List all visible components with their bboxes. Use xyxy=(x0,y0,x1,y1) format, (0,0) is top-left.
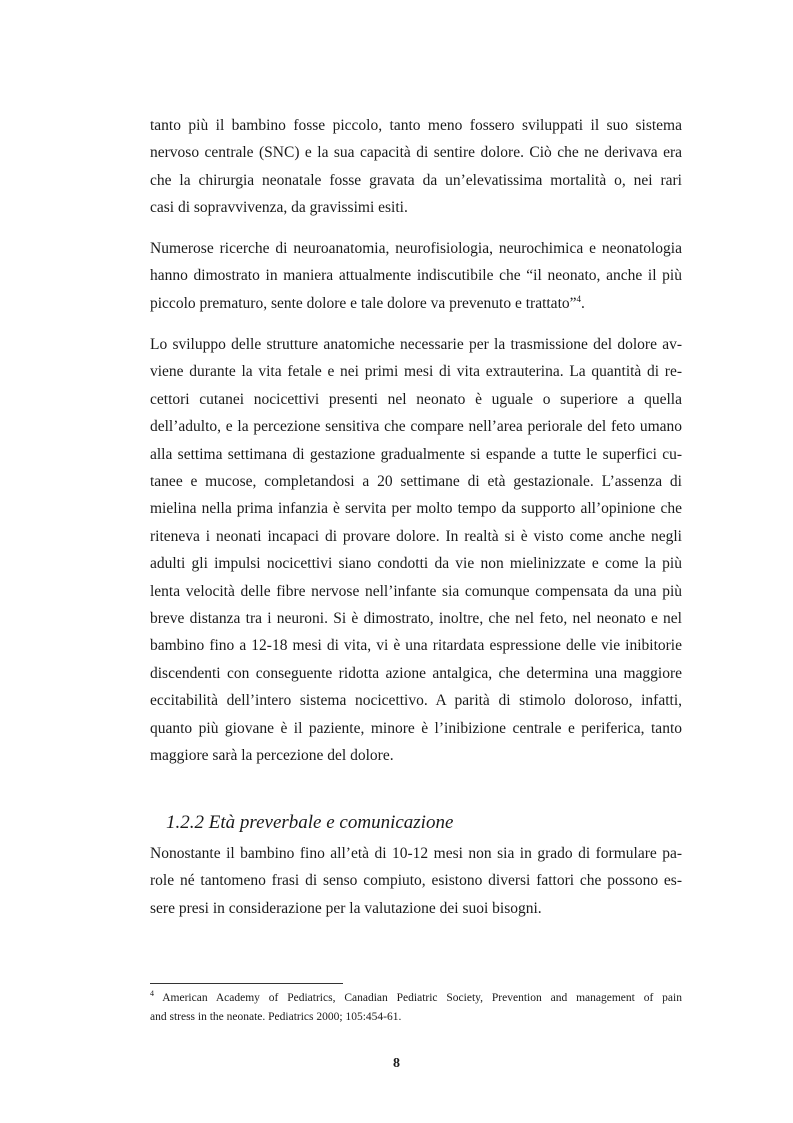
footnote-line: and stress in the neonate. Pediatrics 2000; 105:454-61. xyxy=(150,1011,402,1023)
text-line: breve distanza tra i neuroni. Si è dimostrato, inoltre, che nel feto, nel neonato e nel xyxy=(150,610,682,628)
text-line: eccitabilità dell’intero sistema nocicettivo. A parità di stimolo doloroso, infatti, xyxy=(150,692,682,710)
footnote-line xyxy=(150,989,682,1008)
section-heading: 1.2.2 Età preverbale e comunicazione xyxy=(166,812,454,833)
footnote-text: American Academy of Pediatrics, Canadian Pediatric Society, Prevention and management of pain xyxy=(162,992,682,1004)
footnote xyxy=(150,989,682,1027)
paragraph-1 xyxy=(150,112,682,222)
text-line: alla settima settimana di gestazione gradualmente si espande a tutte le superfici cu- xyxy=(150,445,682,463)
text-line: riteneva i neonati incapaci di provare dolore. In realtà si è visto come anche negli xyxy=(150,527,682,545)
text-line: viene durante la vita fetale e nei primi mesi di vita extrauterina. La quantità di re- xyxy=(150,363,682,381)
text-line-with-reference xyxy=(150,290,682,317)
text-line: dell’adulto, e la percezione sensitiva che compare nell’area periorale del feto umano xyxy=(150,418,682,436)
text-line: role né tantomeno frasi di senso compiuto, esistono diversi fattori che possono es- xyxy=(150,872,682,890)
text-line: nervoso centrale (SNC) e la sua capacità di sentire dolore. Ciò che ne derivava era xyxy=(150,144,682,162)
footnote-mark: 4 xyxy=(150,989,154,999)
text-line: adulti gli impulsi nocicettivi siano condotti da vie non mielinizzate e come la più xyxy=(150,555,682,573)
text-line: discendenti con conseguente ridotta azione antalgica, che determina una maggiore xyxy=(150,664,682,682)
text-line: mielina nella prima infanzia è servita per molto tempo da supporto all’opinione che xyxy=(150,500,682,518)
text-line: che la chirurgia neonatale fosse gravata da un’elevatissima mortalità o, nei rari xyxy=(150,171,682,189)
text-line: tanto più il bambino fosse piccolo, tanto meno fossero sviluppati il suo sistema xyxy=(150,117,682,134)
text-line: bambino fino a 12-18 mesi di vita, vi è una ritardata espressione delle vie inibitorie xyxy=(150,637,682,655)
text-line: quanto più giovane è il paziente, minore è l’inibizione centrale e periferica, tanto xyxy=(150,719,682,737)
text-line: maggiore sarà la percezione del dolore. xyxy=(150,747,394,765)
text-line: hanno dimostrato in maniera attualmente indiscutibile che “il neonato, anche il più xyxy=(150,267,682,285)
text-line: cettori cutanei nocicettivi presenti nel neonato è uguale o superiore a quella xyxy=(150,390,682,408)
text-line: casi di sopravvivenza, da gravissimi esiti. xyxy=(150,199,408,217)
footnote-separator xyxy=(150,983,343,984)
text-line: Lo sviluppo delle strutture anatomiche necessarie per la trasmissione del dolore av- xyxy=(150,336,682,353)
paragraph-4 xyxy=(150,840,682,922)
page-number: 8 xyxy=(393,1056,400,1071)
text-line: lenta velocità delle fibre nervose nell’infante sia comunque compensata da una più xyxy=(150,582,682,600)
text-line: Nonostante il bambino fino all’età di 10-12 mesi non sia in grado di formulare pa- xyxy=(150,845,682,862)
text-line: tanee e mucose, completandosi a 20 settimane di età gestazionale. L’assenza di xyxy=(150,473,682,491)
paragraph-2 xyxy=(150,235,682,317)
paragraph-3 xyxy=(150,331,682,770)
sentence-end: . xyxy=(581,294,585,312)
footnote-reference[interactable]: 4 xyxy=(576,293,581,304)
text-line: Numerose ricerche di neuroanatomia, neurofisiologia, neurochimica e neonatologia xyxy=(150,240,682,257)
text-line: piccolo prematuro, sente dolore e tale dolore va prevenuto e trattato” xyxy=(150,294,577,312)
text-line: sere presi in considerazione per la valutazione dei suoi bisogni. xyxy=(150,899,542,917)
